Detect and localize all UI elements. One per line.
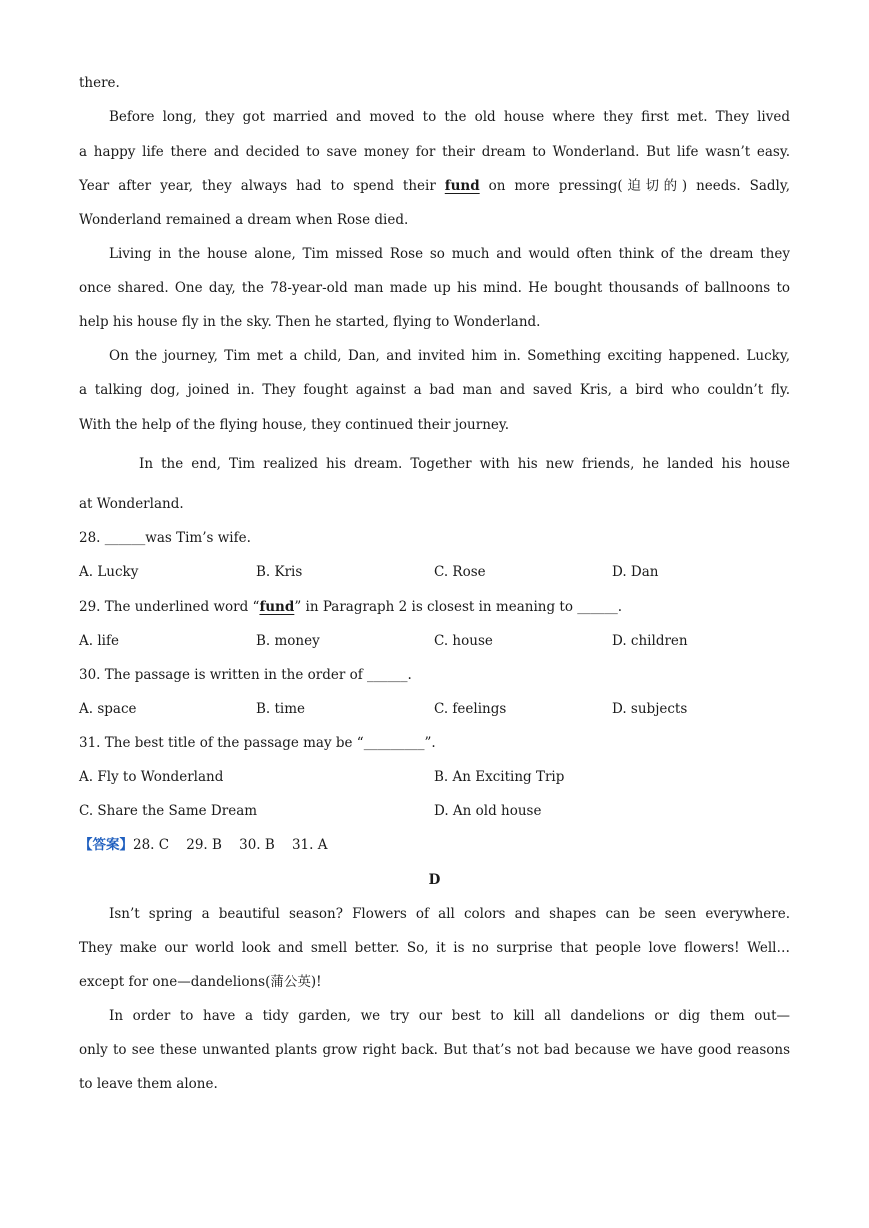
passage-line: at Wonderland. — [79, 496, 184, 512]
option-29-b: B. money — [256, 633, 320, 649]
option-29-d: D. children — [612, 633, 688, 649]
passage-line: once shared. One day, the 78-year-old man made up his mind. He bought thousands of ballnoons to — [79, 280, 790, 296]
option-29-a: A. life — [79, 633, 119, 649]
passage-line: Before long, they got married and moved to the old house where they first met. They lived — [109, 109, 790, 125]
option-30-b: B. time — [256, 701, 306, 717]
passage-line: In order to have a tidy garden, we try our best to kill all dandelions or dig them out— — [109, 1008, 790, 1024]
passage-line: there. — [79, 75, 120, 91]
passage-line — [79, 176, 790, 196]
passage-line: Isn’t spring a beautiful season? Flowers of all colors and shapes can be seen everywhere. — [109, 906, 790, 922]
passage-line: Wonderland remained a dream when Rose died. — [79, 212, 409, 228]
option-28-d: D. Dan — [612, 564, 659, 580]
text-segment: 29. The underlined word “ — [79, 599, 260, 615]
option-29-c: C. house — [434, 633, 493, 649]
option-30-a: A. space — [79, 701, 137, 717]
option-28-c: C. Rose — [434, 564, 486, 580]
underlined-word-fund: fund — [259, 599, 295, 615]
option-28-a: A. Lucky — [79, 564, 139, 580]
option-28-b: B. Kris — [256, 564, 303, 580]
option-31-b: B. An Exciting Trip — [434, 769, 565, 785]
option-31-c: C. Share the Same Dream — [79, 803, 258, 819]
answer-text: 28. C 29. B 30. B 31. A — [133, 837, 328, 853]
passage-line: They make our world look and smell better. So, it is no surprise that people love flowers! Well… — [79, 940, 790, 956]
passage-line: except for one—dandelions(蒲公英)! — [79, 974, 322, 990]
text-segment: ” in Paragraph 2 is closest in meaning to ______. — [294, 599, 623, 615]
question-30-stem: 30. The passage is written in the order of ______. — [79, 667, 412, 683]
option-31-d: D. An old house — [434, 803, 542, 819]
passage-line: In the end, Tim realized his dream. Together with his new friends, he landed his house — [139, 456, 790, 472]
passage-line: With the help of the flying house, they continued their journey. — [79, 417, 510, 433]
passage-line: a talking dog, joined in. They fought against a bad man and saved Kris, a bird who couldn’t fly. — [79, 382, 790, 398]
passage-line: a happy life there and decided to save money for their dream to Wonderland. But life wasn’t easy. — [79, 144, 790, 160]
answer-line — [79, 835, 790, 855]
question-29-stem — [79, 597, 790, 617]
passage-line: On the journey, Tim met a child, Dan, and invited him in. Something exciting happened. Lucky, — [109, 348, 790, 364]
passage-line: to leave them alone. — [79, 1076, 218, 1092]
question-31-stem: 31. The best title of the passage may be “_________”. — [79, 735, 436, 751]
answer-tag: 【答案】 — [79, 837, 133, 853]
passage-line: help his house fly in the sky. Then he started, flying to Wonderland. — [79, 314, 541, 330]
option-31-a: A. Fly to Wonderland — [79, 769, 224, 785]
section-heading-d: D — [428, 872, 441, 888]
passage-line: Living in the house alone, Tim missed Rose so much and would often think of the dream they — [109, 246, 790, 262]
question-28-stem: 28. ______was Tim’s wife. — [79, 530, 251, 546]
underlined-word-fund: fund — [444, 178, 480, 194]
option-30-c: C. feelings — [434, 701, 507, 717]
text-segment: Year after year, they always had to spend their — [79, 178, 445, 194]
passage-line: only to see these unwanted plants grow right back. But that’s not bad because we have good reasons — [79, 1042, 790, 1058]
text-segment: on more pressing(迫切的) needs. Sadly, — [479, 178, 790, 194]
option-30-d: D. subjects — [612, 701, 688, 717]
